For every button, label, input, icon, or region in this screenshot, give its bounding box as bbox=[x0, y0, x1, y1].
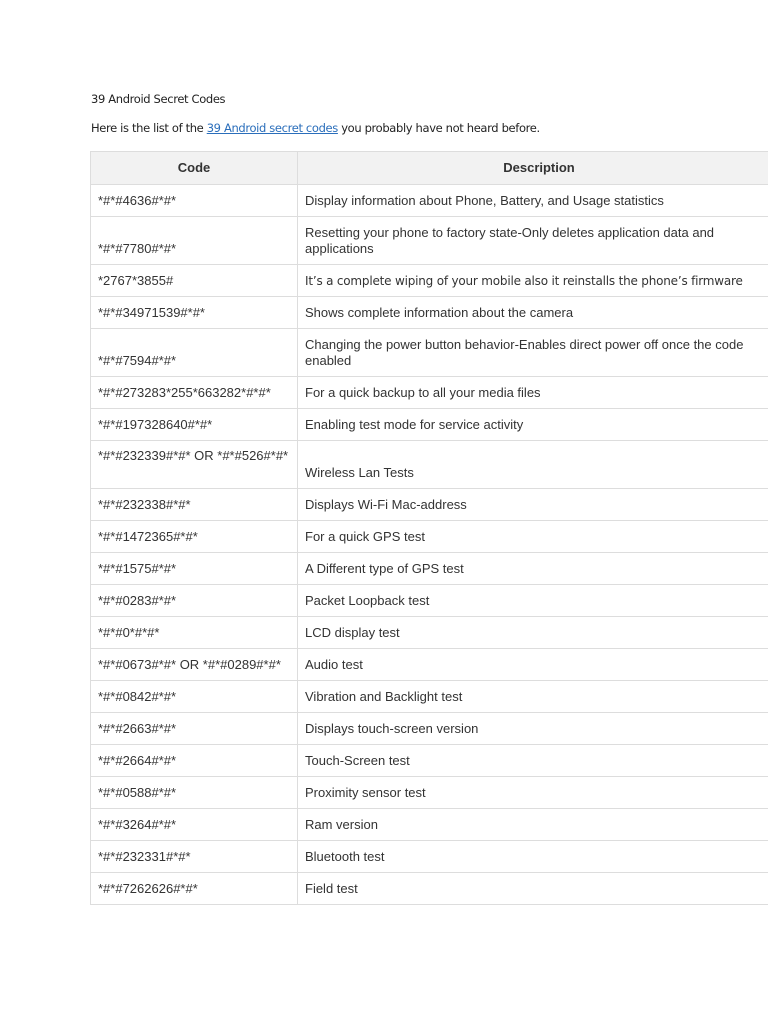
description-cell: It’s a complete wiping of your mobile also it reinstalls the phone’s firmware bbox=[298, 265, 768, 297]
table-row bbox=[91, 617, 768, 649]
table-row bbox=[91, 585, 768, 617]
code-cell: *#*#0588#*#* bbox=[91, 777, 298, 809]
description-cell: Field test bbox=[298, 873, 768, 905]
table-row bbox=[91, 265, 768, 297]
description-column-header: Description bbox=[298, 152, 768, 185]
description-cell: For a quick backup to all your media files bbox=[298, 377, 768, 409]
code-cell: *#*#7262626#*#* bbox=[91, 873, 298, 905]
code-cell: *#*#0842#*#* bbox=[91, 681, 298, 713]
table-header-row bbox=[91, 152, 768, 185]
code-cell: *#*#3264#*#* bbox=[91, 809, 298, 841]
description-cell: Touch-Screen test bbox=[298, 745, 768, 777]
table-row bbox=[91, 329, 768, 377]
code-cell: *#*#273283*255*663282*#*#* bbox=[91, 377, 298, 409]
description-cell: Displays Wi-Fi Mac-address bbox=[298, 489, 768, 521]
code-cell: *#*#197328640#*#* bbox=[91, 409, 298, 441]
description-cell: Audio test bbox=[298, 649, 768, 681]
code-cell: *#*#2663#*#* bbox=[91, 713, 298, 745]
code-cell: *#*#34971539#*#* bbox=[91, 297, 298, 329]
description-cell: Display information about Phone, Battery, and Usage statistics bbox=[298, 185, 768, 217]
document-title: 39 Android Secret Codes bbox=[91, 92, 226, 106]
code-cell: *#*#232331#*#* bbox=[91, 841, 298, 873]
description-cell: Ram version bbox=[298, 809, 768, 841]
code-cell: *#*#1472365#*#* bbox=[91, 521, 298, 553]
description-cell: Wireless Lan Tests bbox=[298, 441, 768, 489]
table-row bbox=[91, 649, 768, 681]
table-row bbox=[91, 553, 768, 585]
description-cell: Packet Loopback test bbox=[298, 585, 768, 617]
description-cell: Vibration and Backlight test bbox=[298, 681, 768, 713]
table-row bbox=[91, 297, 768, 329]
code-cell: *#*#0673#*#* OR *#*#0289#*#* bbox=[91, 649, 298, 681]
code-cell: *#*#232338#*#* bbox=[91, 489, 298, 521]
table-row bbox=[91, 713, 768, 745]
secret-codes-table bbox=[90, 151, 768, 905]
code-column-header: Code bbox=[91, 152, 298, 185]
code-cell: *#*#7594#*#* bbox=[91, 329, 298, 377]
description-cell: A Different type of GPS test bbox=[298, 553, 768, 585]
table-row bbox=[91, 185, 768, 217]
description-cell: LCD display test bbox=[298, 617, 768, 649]
intro-suffix: you probably have not heard before. bbox=[337, 121, 540, 135]
code-cell: *#*#0283#*#* bbox=[91, 585, 298, 617]
intro-prefix: Here is the list of the bbox=[91, 121, 207, 135]
code-cell: *#*#7780#*#* bbox=[91, 217, 298, 265]
code-cell: *#*#0*#*#* bbox=[91, 617, 298, 649]
description-cell: Resetting your phone to factory state-Only deletes application data and applications bbox=[298, 217, 768, 265]
description-cell: For a quick GPS test bbox=[298, 521, 768, 553]
table-row bbox=[91, 873, 768, 905]
description-cell: Proximity sensor test bbox=[298, 777, 768, 809]
description-cell: Displays touch-screen version bbox=[298, 713, 768, 745]
code-cell: *#*#2664#*#* bbox=[91, 745, 298, 777]
table-row bbox=[91, 377, 768, 409]
table-row bbox=[91, 745, 768, 777]
description-cell: Changing the power button behavior-Enables direct power off once the code enabled bbox=[298, 329, 768, 377]
table-row bbox=[91, 841, 768, 873]
table-row bbox=[91, 809, 768, 841]
description-cell: Shows complete information about the camera bbox=[298, 297, 768, 329]
intro-paragraph bbox=[91, 121, 540, 135]
table-row bbox=[91, 777, 768, 809]
code-cell: *#*#232339#*#* OR *#*#526#*#* bbox=[91, 441, 298, 489]
description-cell: Bluetooth test bbox=[298, 841, 768, 873]
code-cell: *#*#1575#*#* bbox=[91, 553, 298, 585]
code-cell: *#*#4636#*#* bbox=[91, 185, 298, 217]
table-row bbox=[91, 409, 768, 441]
secret-codes-link[interactable]: 39 Android secret codes bbox=[206, 121, 338, 135]
table-row bbox=[91, 441, 768, 489]
table-row bbox=[91, 489, 768, 521]
description-cell: Enabling test mode for service activity bbox=[298, 409, 768, 441]
table-row bbox=[91, 681, 768, 713]
code-cell: *2767*3855# bbox=[91, 265, 298, 297]
table-row bbox=[91, 217, 768, 265]
table-row bbox=[91, 521, 768, 553]
